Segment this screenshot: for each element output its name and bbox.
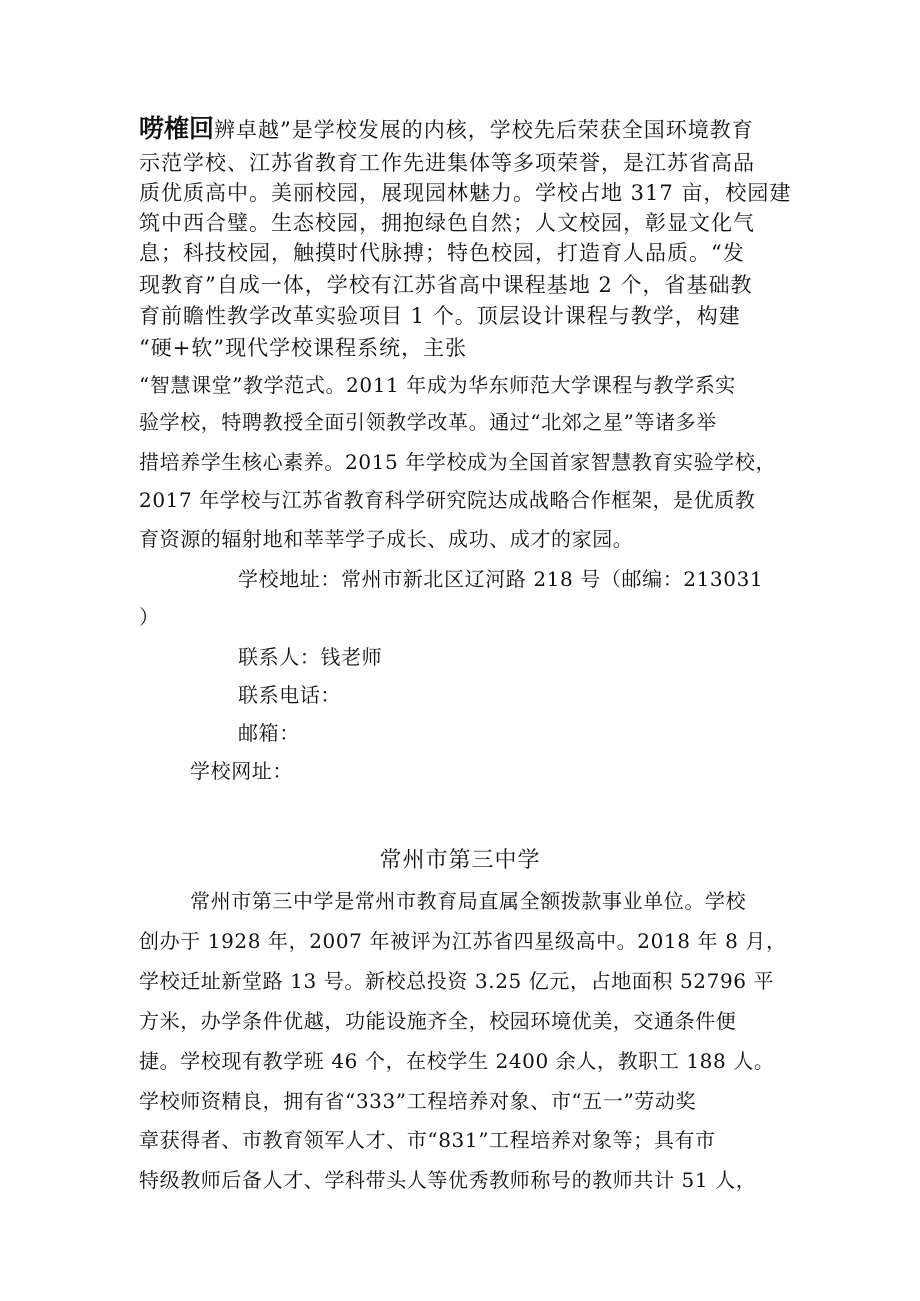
intro-line-1: [139, 114, 754, 145]
intro-line-2: 示范学校、江苏省教育工作先进集体等多项荣誉，是江苏省高品: [139, 151, 755, 175]
school-address: 学校地址：常州市新北区辽河路 218 号（邮编：213031: [238, 567, 764, 591]
intro-line-9: “智慧课堂”教学范式。2011 年成为华东师范大学课程与教学系实: [139, 373, 736, 397]
intro-line-12: 2017 年学校与江苏省教育科学研究院达成战略合作框架，是优质教: [139, 488, 756, 512]
body-line-1: 常州市第三中学是常州市教育局直属全额拨款事业单位。学校: [190, 889, 747, 913]
intro-line-10: 验学校，特聘教授全面引领教学改革。通过“北郊之星”等诸多举: [139, 410, 717, 434]
body-line-8: 特级教师后备人才、学科带头人等优秀教师称号的教师共计 51 人，: [139, 1168, 757, 1192]
school-address-tail: ）: [139, 605, 160, 629]
intro-line-13: 育资源的辐射地和莘莘学子成长、成功、成才的家园。: [139, 527, 634, 551]
body-line-4: 方米，办学条件优越，功能设施齐全，校园环境优美，交通条件便: [139, 1009, 737, 1033]
school-website: 学校网址：: [190, 759, 293, 783]
intro-line-7: 育前瞻性教学改革实验项目 1 个。顶层设计课程与教学，构建: [139, 304, 741, 328]
section-title: 常州市第三中学: [379, 848, 541, 873]
intro-line-4: 筑中西合璧。生态校园，拥抱绿色自然；人文校园，彰显文化气: [139, 211, 755, 235]
intro-line-6: 现教育”自成一体，学校有江苏省高中课程基地 2 个，省基础教: [139, 273, 753, 297]
intro-line-8: “硬+软”现代学校课程系统，主张: [139, 336, 468, 360]
body-line-2: 创办于 1928 年，2007 年被评为江苏省四星级高中。2018 年 8 月，: [139, 929, 787, 953]
garbled-text-fragment: 唠榷回: [139, 114, 215, 143]
body-line-3: 学校迁址新堂路 13 号。新校总投资 3.25 亿元，占地面积 52796 平: [139, 969, 775, 993]
body-line-5: 捷。学校现有教学班 46 个，在校学生 2400 余人，教职工 188 人。: [139, 1049, 775, 1073]
intro-line-3: 质优质高中。美丽校园，展现园林魅力。学校占地 317 亩，校园建: [139, 181, 792, 205]
contact-person: 联系人：钱老师: [238, 645, 383, 669]
body-line-6: 学校师资精良，拥有省“333”工程培养对象、市“五一”劳动奖: [139, 1089, 697, 1113]
body-line-7: 章获得者、市教育领军人才、市“831”工程培养对象等；具有市: [139, 1128, 716, 1152]
contact-phone: 联系电话：: [238, 683, 341, 707]
intro-line-1-text: 辨卓越”是学校发展的内核，学校先后荣获全国环境教育: [214, 118, 754, 142]
intro-line-5: 息；科技校园，触摸时代脉搏；特色校园，打造育人品质。“发: [139, 241, 745, 265]
intro-line-11: 措培养学生核心素养。2015 年学校成为全国首家智慧教育实验学校，: [139, 450, 777, 474]
contact-email: 邮箱：: [238, 721, 300, 745]
